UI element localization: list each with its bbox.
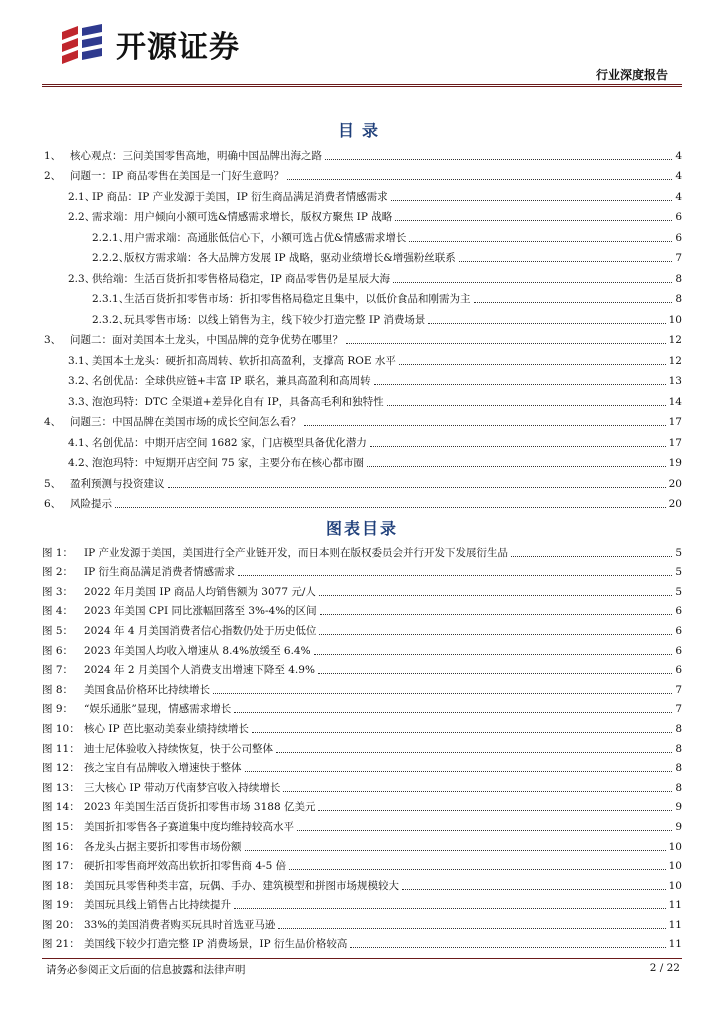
figure-entry-num: 图 4： bbox=[42, 605, 74, 618]
toc-entry[interactable] bbox=[42, 368, 682, 389]
figure-entry-leader-dots bbox=[213, 693, 672, 694]
figure-entry-leader-dots bbox=[278, 928, 665, 929]
figure-entry-title: 美国玩具零售种类丰富，玩偶、手办、建筑模型和拼图市场规模较大 bbox=[84, 879, 399, 892]
toc-entry[interactable] bbox=[42, 265, 682, 286]
figure-entry-leader-dots bbox=[511, 556, 672, 557]
header-divider bbox=[42, 84, 682, 85]
figure-entry[interactable] bbox=[42, 736, 682, 756]
figure-entry-num: 图 3： bbox=[42, 585, 74, 598]
toc-entry-title: 名创优品：全球供应链+丰富 IP 联名，兼具高盈利和高周转 bbox=[92, 375, 371, 387]
toc-entry-title: 用户需求端：高通胀低信心下，小额可选占优&情感需求增长 bbox=[124, 231, 407, 244]
figure-entry-leader-dots bbox=[276, 752, 672, 753]
figure-entry[interactable] bbox=[42, 854, 682, 874]
toc-entry-page: 12 bbox=[668, 354, 682, 367]
figure-entry[interactable] bbox=[42, 795, 682, 815]
toc-entry-leader-dots bbox=[374, 384, 666, 385]
figure-entry-page: 7 bbox=[675, 683, 682, 696]
figure-entry-title: “娱乐通胀”显现，情感需求增长 bbox=[84, 703, 232, 716]
figure-entry-title: 迪士尼体验收入持续恢复，快于公司整体 bbox=[84, 742, 273, 755]
figure-entry-leader-dots bbox=[252, 732, 672, 733]
figure-entry[interactable] bbox=[42, 599, 682, 619]
figure-entry-num: 图 14： bbox=[42, 801, 80, 814]
page-number: 2 / 22 bbox=[649, 962, 680, 974]
toc-entry-page: 6 bbox=[675, 211, 682, 223]
figure-entry-num: 图 18： bbox=[42, 879, 80, 892]
toc-entry-page: 20 bbox=[668, 498, 682, 510]
toc-entry-leader-dots bbox=[387, 405, 666, 406]
figure-entry[interactable] bbox=[42, 834, 682, 854]
toc-entry-leader-dots bbox=[474, 302, 673, 303]
toc-entry-title: 问题三：中国品牌在美国市场的成长空间怎么看？ bbox=[70, 416, 301, 428]
figure-entry-num: 图 19： bbox=[42, 899, 80, 912]
toc-entry-title: 玩具零售市场：以线上销售为主，线下较少打造完整 IP 消费场景 bbox=[124, 313, 426, 326]
toc-list bbox=[42, 142, 682, 511]
toc-entry[interactable] bbox=[42, 470, 682, 491]
figure-entry-title: 2022 年月美国 IP 商品人均销售额为 3077 元/人 bbox=[84, 585, 316, 598]
toc-entry-num: 2.2.2、 bbox=[92, 252, 130, 264]
figure-entry-page: 6 bbox=[675, 605, 682, 618]
toc-entry[interactable] bbox=[42, 347, 682, 368]
figure-entry-leader-dots bbox=[238, 575, 672, 576]
figure-entry-num: 图 1： bbox=[42, 546, 74, 559]
toc-entry-title: 问题一：IP 商品零售在美国是一门好生意吗？ bbox=[70, 170, 285, 182]
toc-entry-num: 5、 bbox=[44, 477, 62, 490]
figure-entry-page: 6 bbox=[675, 644, 682, 657]
toc-entry[interactable] bbox=[42, 450, 682, 471]
toc-entry[interactable] bbox=[42, 429, 682, 450]
figure-entry-title: 2023 年美国 CPI 同比涨幅回落至 3%-4%的区间 bbox=[84, 605, 317, 618]
figure-entry[interactable] bbox=[42, 658, 682, 678]
toc-entry[interactable] bbox=[42, 306, 682, 327]
toc-entry[interactable] bbox=[42, 142, 682, 163]
figure-entry-title: 美国线下较少打造完整 IP 消费场景，IP 衍生品价格较高 bbox=[84, 938, 348, 951]
figure-entry-page: 11 bbox=[668, 938, 682, 951]
figure-list-title: 图表目录 bbox=[325, 519, 398, 538]
figure-entry-num: 图 9： bbox=[42, 703, 74, 716]
figure-entry-num: 图 15： bbox=[42, 820, 80, 833]
toc-entry-num: 2.3.2、 bbox=[92, 313, 130, 326]
figure-entry[interactable] bbox=[42, 873, 682, 893]
figure-entry-title: 孩之宝自有品牌收入增速快于整体 bbox=[84, 762, 242, 775]
toc-entry-page: 4 bbox=[675, 190, 682, 203]
figure-entry-title: 2024 年 4 月美国消费者信心指数仍处于历史低位 bbox=[84, 624, 317, 637]
figure-entry-page: 10 bbox=[668, 860, 682, 873]
figure-entry-title: 2023 年美国生活百货折扣零售市场 3188 亿美元 bbox=[84, 801, 316, 814]
toc-entry-leader-dots bbox=[393, 282, 672, 283]
figure-entry-leader-dots bbox=[319, 634, 672, 635]
toc-entry-num: 2.3.1、 bbox=[92, 293, 130, 305]
header-divider-secondary bbox=[42, 86, 682, 87]
report-type-label: 行业深度报告 bbox=[595, 68, 668, 82]
figure-entry-leader-dots bbox=[283, 791, 672, 792]
footer-disclaimer: 请务必参阅正文后面的信息披露和法律声明 bbox=[46, 964, 246, 976]
figure-entry-leader-dots bbox=[245, 771, 673, 772]
figure-entry-page: 8 bbox=[675, 722, 682, 735]
figure-entry[interactable] bbox=[42, 540, 682, 560]
figure-entry-num: 图 20： bbox=[42, 918, 80, 931]
toc-entry-num: 3.2、 bbox=[68, 375, 96, 387]
toc-entry[interactable] bbox=[42, 163, 682, 184]
figure-entry-page: 11 bbox=[668, 918, 682, 931]
toc-entry-leader-dots bbox=[409, 241, 672, 242]
figure-entry-num: 图 7： bbox=[42, 664, 74, 677]
toc-entry[interactable] bbox=[42, 204, 682, 225]
toc-entry-leader-dots bbox=[168, 487, 666, 488]
figure-entry-num: 图 21： bbox=[42, 938, 80, 951]
figure-entry-leader-dots bbox=[318, 810, 672, 811]
figure-entry-title: IP 产业发源于美国，美国进行全产业链开发，而日本则在版权委员会并行开发下发展衍生品 bbox=[84, 546, 509, 559]
toc-entry-num: 2.3、 bbox=[68, 272, 96, 285]
toc-title: 目录 bbox=[337, 121, 386, 140]
toc-entry-leader-dots bbox=[367, 466, 666, 467]
figure-entry-leader-dots bbox=[318, 673, 672, 674]
toc-entry-title: 名创优品：中期开店空间 1682 家，门店模型具备优化潜力 bbox=[92, 436, 367, 449]
toc-entry[interactable] bbox=[42, 491, 682, 512]
figure-entry-page: 6 bbox=[675, 624, 682, 637]
figure-entry[interactable] bbox=[42, 893, 682, 913]
toc-entry-num: 2.2.1、 bbox=[92, 231, 130, 244]
figure-entry-page: 9 bbox=[675, 820, 682, 833]
toc-entry-leader-dots bbox=[346, 343, 666, 344]
figure-entry-title: 各龙头占据主要折扣零售市场份额 bbox=[84, 840, 242, 853]
toc-entry[interactable] bbox=[42, 327, 682, 348]
figure-entry[interactable] bbox=[42, 932, 682, 952]
toc-entry-page: 14 bbox=[668, 395, 682, 408]
footer-divider bbox=[42, 958, 682, 959]
toc-entry-num: 2、 bbox=[44, 170, 62, 182]
figure-entry-num: 图 8： bbox=[42, 683, 74, 696]
toc-entry-title: 需求端：用户倾向小额可选&情感需求增长，版权方聚焦 IP 战略 bbox=[92, 211, 393, 223]
toc-entry-page: 4 bbox=[675, 170, 682, 182]
figure-entry-title: 美国食品价格环比持续增长 bbox=[84, 683, 210, 696]
toc-entry-leader-dots bbox=[325, 159, 672, 160]
toc-entry-leader-dots bbox=[115, 507, 666, 508]
toc-entry-title: 核心观点：三问美国零售高地，明确中国品牌出海之路 bbox=[70, 149, 322, 162]
figure-entry-num: 图 17： bbox=[42, 860, 80, 873]
figure-entry-leader-dots bbox=[245, 850, 666, 851]
toc-entry-num: 2.1、 bbox=[68, 190, 96, 203]
toc-entry-num: 4、 bbox=[44, 416, 62, 428]
figure-entry-leader-dots bbox=[402, 889, 666, 890]
figure-entry-title: 美国折扣零售各子赛道集中度均维持较高水平 bbox=[84, 820, 294, 833]
toc-entry[interactable] bbox=[42, 409, 682, 430]
figure-entry[interactable] bbox=[42, 716, 682, 736]
toc-entry-title: 供给端：生活百货折扣零售格局稳定，IP 商品零售仍是星辰大海 bbox=[92, 272, 391, 285]
toc-entry-page: 10 bbox=[668, 313, 682, 326]
figure-entry-title: 2023 年美国人均收入增速从 8.4%放缓至 6.4% bbox=[84, 644, 311, 657]
figure-entry[interactable] bbox=[42, 756, 682, 776]
toc-entry-leader-dots bbox=[370, 446, 666, 447]
figure-entry-leader-dots bbox=[297, 830, 672, 831]
figure-entry-page: 10 bbox=[668, 879, 682, 892]
toc-entry-num: 4.2、 bbox=[68, 457, 96, 469]
toc-entry-title: 问题二：面对美国本土龙头，中国品牌的竞争优势在哪里？ bbox=[70, 334, 343, 346]
figure-list bbox=[42, 540, 682, 951]
toc-entry-leader-dots bbox=[395, 220, 672, 221]
toc-entry-page: 7 bbox=[675, 252, 682, 264]
toc-entry-title: 生活百货折扣零售市场：折扣零售格局稳定且集中，以低价食品和刚需为主 bbox=[124, 293, 471, 305]
toc-entry[interactable] bbox=[42, 388, 682, 409]
toc-entry-page: 4 bbox=[675, 149, 682, 162]
figure-entry-num: 图 13： bbox=[42, 781, 80, 794]
figure-entry-num: 图 5： bbox=[42, 624, 74, 637]
page-header bbox=[0, 0, 724, 90]
figure-entry-leader-dots bbox=[289, 869, 666, 870]
figure-entry-page: 8 bbox=[675, 742, 682, 755]
figure-entry-page: 5 bbox=[675, 585, 682, 598]
toc-entry-num: 3.1、 bbox=[68, 354, 96, 367]
brand-logo-icon bbox=[58, 24, 110, 64]
toc-entry-title: 泡泡玛特：中短期开店空间 75 家，主要分布在核心都市圈 bbox=[92, 457, 365, 469]
figure-entry-num: 图 12： bbox=[42, 762, 80, 775]
toc-entry-page: 17 bbox=[668, 416, 682, 428]
figure-entry-leader-dots bbox=[319, 595, 672, 596]
figure-entry-title: 美国玩具线上销售占比持续提升 bbox=[84, 899, 231, 912]
figure-entry-num: 图 10： bbox=[42, 722, 80, 735]
toc-entry-page: 12 bbox=[668, 334, 682, 346]
toc-entry-title: IP 商品：IP 产业发源于美国，IP 衍生商品满足消费者情感需求 bbox=[92, 190, 388, 203]
toc-entry-leader-dots bbox=[459, 261, 673, 262]
figure-entry-title: IP 衍生商品满足消费者情感需求 bbox=[84, 566, 236, 579]
figure-entry-num: 图 16： bbox=[42, 840, 80, 853]
toc-entry-title: 风险提示 bbox=[70, 498, 112, 510]
figure-entry-leader-dots bbox=[234, 908, 666, 909]
toc-entry-leader-dots bbox=[304, 425, 666, 426]
toc-entry-page: 6 bbox=[675, 231, 682, 244]
toc-entry-title: 盈利预测与投资建议 bbox=[70, 477, 165, 490]
toc-entry-leader-dots bbox=[399, 364, 666, 365]
toc-entry-num: 6、 bbox=[44, 498, 62, 510]
toc-entry[interactable] bbox=[42, 224, 682, 245]
figure-entry[interactable] bbox=[42, 560, 682, 580]
figure-entry-leader-dots bbox=[350, 947, 665, 948]
toc-entry-page: 13 bbox=[668, 375, 682, 387]
figure-entry-leader-dots bbox=[234, 712, 672, 713]
toc-entry-title: 美国本土龙头：硬折扣高周转、软折扣高盈利，支撑高 ROE 水平 bbox=[92, 354, 396, 367]
toc-entry-leader-dots bbox=[287, 179, 672, 180]
toc-entry-leader-dots bbox=[428, 323, 665, 324]
toc-entry-page: 8 bbox=[675, 293, 682, 305]
figure-entry-leader-dots bbox=[320, 614, 673, 615]
figure-entry-page: 7 bbox=[675, 703, 682, 716]
figure-entry-page: 5 bbox=[675, 566, 682, 579]
toc-entry-num: 1、 bbox=[44, 149, 62, 162]
toc-entry-page: 17 bbox=[668, 436, 682, 449]
figure-entry-title: 33%的美国消费者购买玩具时首选亚马逊 bbox=[84, 918, 276, 931]
figure-entry[interactable] bbox=[42, 912, 682, 932]
brand-logo bbox=[58, 22, 240, 66]
toc-entry-page: 19 bbox=[668, 457, 682, 469]
toc-entry-num: 4.1、 bbox=[68, 436, 96, 449]
figure-entry[interactable] bbox=[42, 677, 682, 697]
figure-entry[interactable] bbox=[42, 579, 682, 599]
figure-entry-leader-dots bbox=[314, 654, 673, 655]
figure-entry-page: 6 bbox=[675, 664, 682, 677]
toc-entry-num: 3.3、 bbox=[68, 395, 96, 408]
figure-entry-page: 10 bbox=[668, 840, 682, 853]
figure-entry[interactable] bbox=[42, 618, 682, 638]
figure-entry-title: 2024 年 2 月美国个人消费支出增速下降至 4.9% bbox=[84, 664, 315, 677]
figure-entry[interactable] bbox=[42, 697, 682, 717]
toc-entry-page: 20 bbox=[668, 477, 682, 490]
figure-entry[interactable] bbox=[42, 814, 682, 834]
figure-entry[interactable] bbox=[42, 638, 682, 658]
toc-entry-page: 8 bbox=[675, 272, 682, 285]
figure-entry-title: 核心 IP 芭比驱动美泰业绩持续增长 bbox=[84, 722, 249, 735]
figure-entry-page: 9 bbox=[675, 801, 682, 814]
figure-entry[interactable] bbox=[42, 775, 682, 795]
figure-entry-page: 5 bbox=[675, 546, 682, 559]
toc-entry[interactable] bbox=[42, 245, 682, 266]
figure-entry-page: 11 bbox=[668, 899, 682, 912]
brand-name: 开源证券 bbox=[116, 30, 240, 65]
toc-entry-title: 泡泡玛特：DTC 全渠道+差异化自有 IP，具备高毛利和独特性 bbox=[92, 395, 384, 408]
figure-entry-title: 三大核心 IP 带动万代南梦宫收入持续增长 bbox=[84, 781, 281, 794]
toc-entry-num: 3、 bbox=[44, 334, 62, 346]
toc-entry-title: 版权方需求端：各大品牌方发展 IP 战略，驱动业绩增长&增强粉丝联系 bbox=[124, 252, 456, 264]
figure-entry-num: 图 2： bbox=[42, 566, 74, 579]
toc-entry[interactable] bbox=[42, 183, 682, 204]
toc-entry[interactable] bbox=[42, 286, 682, 307]
figure-entry-page: 8 bbox=[675, 781, 682, 794]
toc-entry-num: 2.2、 bbox=[68, 211, 96, 223]
figure-entry-num: 图 6： bbox=[42, 644, 74, 657]
figure-entry-title: 硬折扣零售商坪效高出软折扣零售商 4-5 倍 bbox=[84, 860, 287, 873]
figure-entry-page: 8 bbox=[675, 762, 682, 775]
toc-entry-leader-dots bbox=[391, 200, 673, 201]
figure-entry-num: 图 11： bbox=[42, 742, 80, 755]
